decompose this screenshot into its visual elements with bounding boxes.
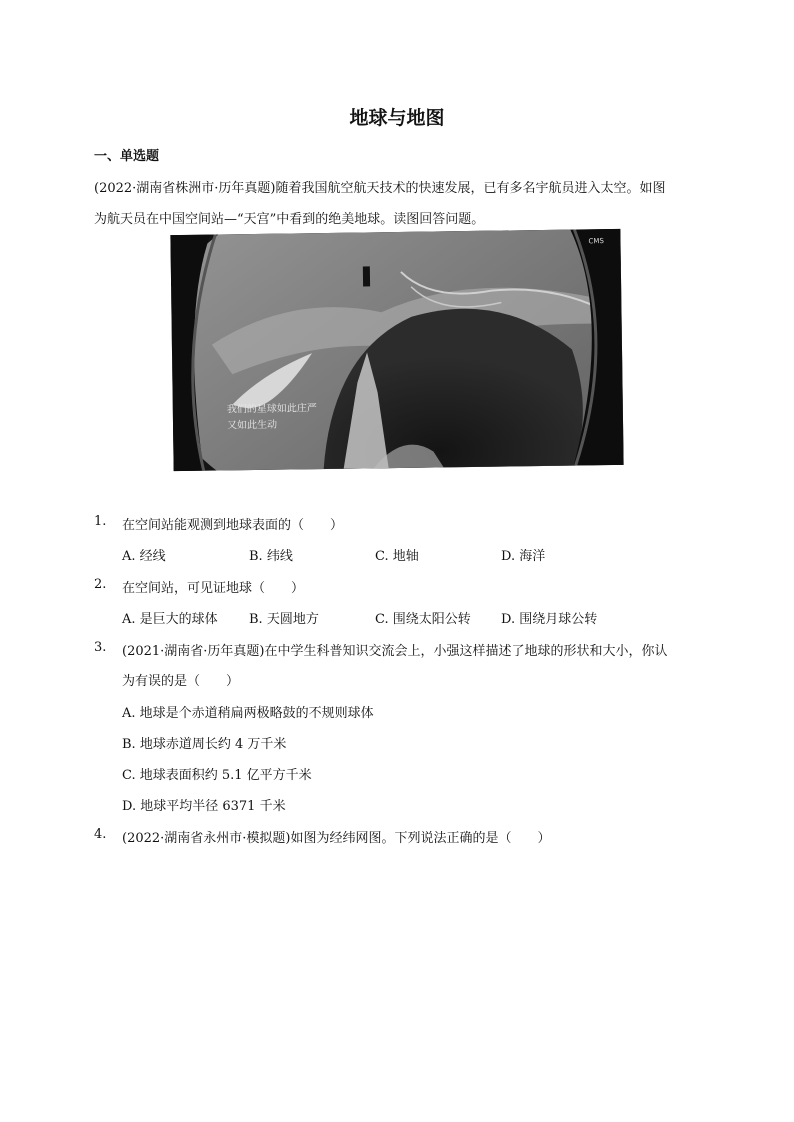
page-title: 地球与地图 xyxy=(349,107,445,129)
section-heading: 一、单选题 xyxy=(94,149,160,164)
question-3-option-a[interactable]: A. 地球是个赤道稍扁两极略鼓的不规则球体 xyxy=(122,706,374,721)
question-1-option-c[interactable]: C. 地轴 xyxy=(375,549,419,564)
question-3-number: 3. xyxy=(94,640,107,655)
question-4-number: 4. xyxy=(94,827,107,842)
question-1-option-b[interactable]: B. 纬线 xyxy=(249,549,293,564)
question-3-text-line-2: 为有误的是（ ） xyxy=(122,674,240,689)
question-4-text: (2022·湖南省永州市·模拟题)如图为经纬网图。下列说法正确的是（ ） xyxy=(122,831,551,846)
photo-caption xyxy=(227,401,317,434)
question-1-option-a[interactable]: A. 经线 xyxy=(122,549,166,564)
photo-caption-line-2: 又如此生动 xyxy=(226,419,278,432)
question-1-option-d[interactable]: D. 海洋 xyxy=(501,549,546,564)
intro-line-2: 为航天员在中国空间站—“天宫”中看到的绝美地球。读图回答问题。 xyxy=(94,212,485,227)
question-1-number: 1. xyxy=(94,514,107,529)
photo-corner-logo: CMS xyxy=(588,237,604,246)
question-3-text-line-1: (2021·湖南省·历年真题)在中学生科普知识交流会上，小强这样描述了地球的形状和大小，你认 xyxy=(122,644,668,659)
question-3-option-b[interactable]: B. 地球赤道周长约 4 万千米 xyxy=(122,737,287,752)
question-2-option-a[interactable]: A. 是巨大的球体 xyxy=(122,612,218,627)
question-1-text: 在空间站能观测到地球表面的（ ） xyxy=(122,518,344,533)
question-3-option-c[interactable]: C. 地球表面积约 5.1 亿平方千米 xyxy=(122,768,312,783)
photo-graphic xyxy=(170,229,623,471)
question-3-option-d[interactable]: D. 地球平均半径 6371 千米 xyxy=(122,799,286,814)
question-2-option-c[interactable]: C. 围绕太阳公转 xyxy=(375,612,471,627)
earth-from-space-photo xyxy=(170,229,623,471)
question-2-option-b[interactable]: B. 天圆地方 xyxy=(249,612,319,627)
photo-caption-line-1: 我们的星球如此庄严 xyxy=(226,403,317,416)
question-2-option-d[interactable]: D. 围绕月球公转 xyxy=(501,612,598,627)
intro-line-1: (2022·湖南省株洲市·历年真题)随着我国航空航天技术的快速发展，已有多名宇航员进入太空。如图 xyxy=(94,181,666,196)
question-2-text: 在空间站，可见证地球（ ） xyxy=(122,581,305,596)
question-2-number: 2. xyxy=(94,577,107,592)
